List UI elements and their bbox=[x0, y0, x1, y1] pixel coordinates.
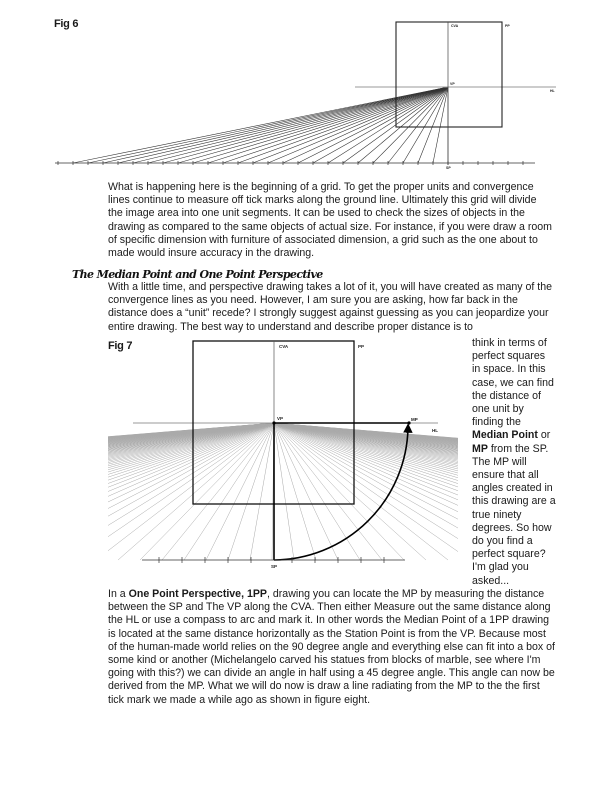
paragraph-grid-intro: What is happening here is the beginning of a grid. To get the proper units and convergence lines continue to measure off tick marks along the ground line. Ultimately this grid will divide the image area into one unit segments. It can be used to check the sizes of objects in the drawing as compared to the same objects of actual size. For instance, if you were draw a room of specific dimension with furniture of associated dimension, a grid such as the one about to made would insure accuracy in the drawing. bbox=[108, 181, 552, 260]
fig7-convergence-line bbox=[274, 423, 294, 560]
fig7-sp-label: SP bbox=[271, 564, 278, 569]
fig6-label: Fig 6 bbox=[54, 18, 79, 30]
paragraph-part: , drawing you can locate the MP by measuring the distance between the SP and The VP along the CVA. Then either Measure out the same distance along the HL or use a compass to arc and mark it. In other words the Median Point of a 1PP drawing is located at the same distance horizontally as the Station Point is from the VP. Because most of the human-made world relies on the 90 degree angle and everything else can fit into a box of some kind or another (Michelangelo carved his statues from blocks of marble, see where I'm going with this?) we can divide an angle in half using a 45 degree angle. This angle can now be derived from the MP. What we will do now is draw a line radiating from the MP to the the first tick mark we made a while ago as shown in figure eight. bbox=[108, 588, 555, 706]
fig7-convergence-line bbox=[52, 423, 274, 560]
side-text bbox=[472, 337, 556, 588]
one-point-perspective-term: One Point Perspective, 1PP bbox=[128, 588, 267, 600]
side-text-part: think in terms of perfect squares in space. In this case, we can find the distance of one unit by finding the bbox=[472, 337, 554, 429]
fig7-cva-label: CVA bbox=[279, 344, 289, 349]
fig7-convergence-line bbox=[0, 423, 274, 560]
fig7-convergence-line bbox=[274, 423, 338, 560]
fig6-vp-label: VP bbox=[450, 82, 455, 86]
fig7-vp-point bbox=[272, 421, 275, 424]
fig7-vp-label: VP bbox=[277, 416, 284, 421]
fig6-sp-label: SP bbox=[446, 166, 451, 170]
fig6-hl-label: HL bbox=[550, 89, 555, 93]
fig7-convergence-line bbox=[274, 423, 612, 560]
fig7-convergence-line bbox=[228, 423, 274, 560]
paragraph-one-point-perspective bbox=[108, 588, 556, 707]
section-heading: The Median Point and One Point Perspective bbox=[72, 268, 323, 281]
paragraph-distance: With a little time, and perspective drawing takes a lot of it, you will have created as many of the convergence lines as you need. However, I am sure you are asking, how far back in the distance does a “unit” recede? I strongly suggest against guessing as you can jeopardize your entire drawing. The best way to understand and describe proper distance is to bbox=[108, 281, 552, 333]
fig6-cva-label: CVA bbox=[451, 24, 459, 28]
mp-term: MP bbox=[472, 442, 488, 455]
fig7-hl-label: HL bbox=[432, 428, 438, 433]
side-text-part: or bbox=[537, 429, 551, 442]
fig7-label: Fig 7 bbox=[108, 340, 133, 352]
median-point-term: Median Point bbox=[472, 429, 538, 442]
fig7-convergence-line bbox=[206, 423, 274, 560]
fig7-pp-label: PP bbox=[358, 344, 365, 349]
fig7-mp-label: MP bbox=[411, 417, 418, 422]
side-text-part: from the SP. The MP will ensure that all angles created in this drawing are a true ninety degrees. So how do you find a perfect square? I'm glad you asked... bbox=[472, 442, 556, 587]
paragraph-part: In a bbox=[108, 588, 129, 600]
fig6-pp-label: PP bbox=[505, 24, 510, 28]
